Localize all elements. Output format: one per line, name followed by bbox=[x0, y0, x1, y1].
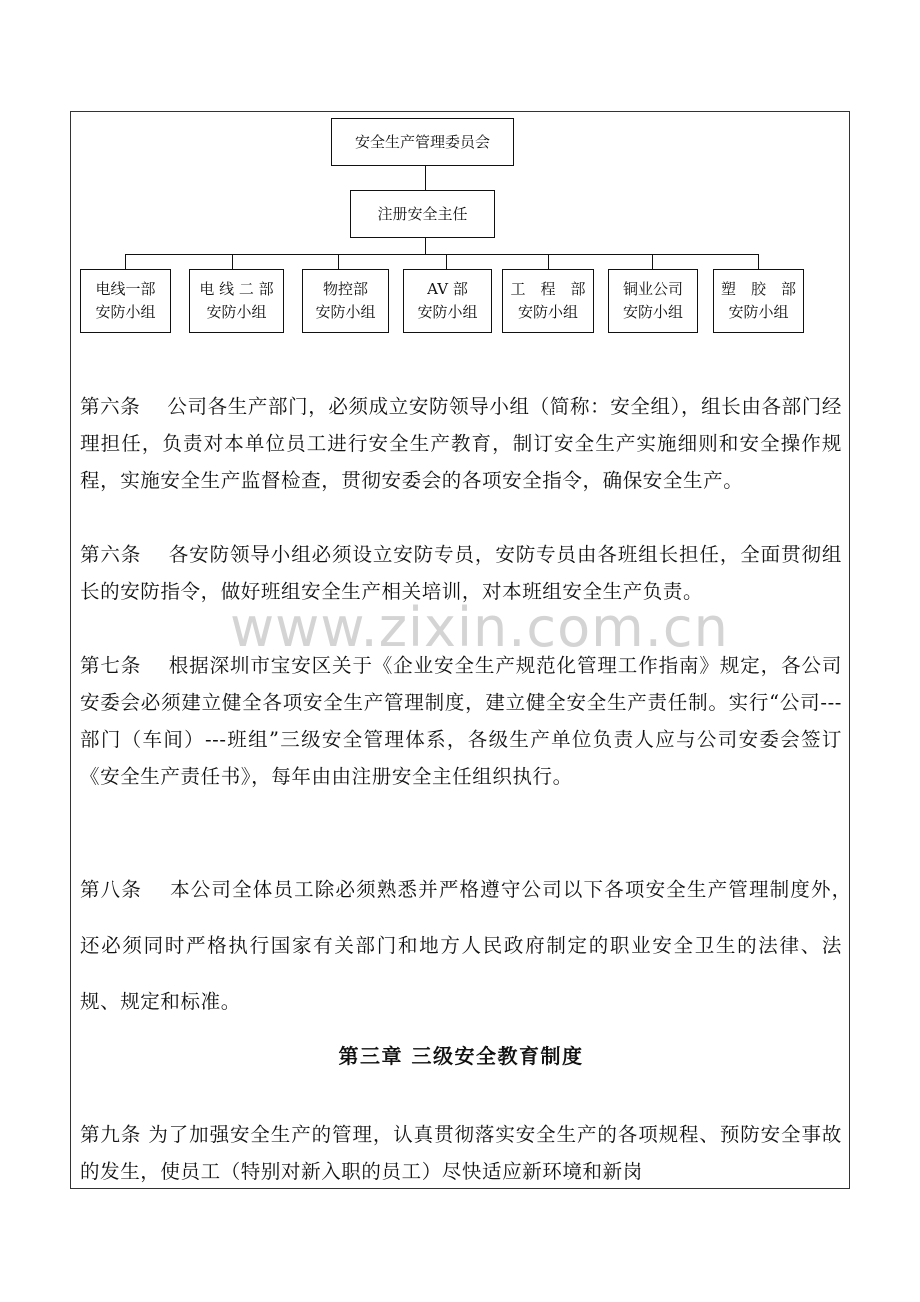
connector bbox=[125, 254, 126, 269]
article-8: 第八条 本公司全体员工除必须熟悉并严格遵守公司以下各项安全生产管理制度外， 还必须同时严格执行国家有关部门和地方人民政府制定的职业安全卫生的法律、法规、规定和标准。 bbox=[80, 878, 863, 1013]
org-unit-6: 铜业公司 安防小组 bbox=[608, 269, 698, 333]
article-7: 第七条 根据深圳市宝安区关于《企业安全生产规范化管理工作指南》规定，各公司安委会必须建立健全各项安全生产管理制度，建立健全安全生产责任制。实行“公司---部门（车间）---班组”三级安全管理体系，各级生产单位负责人应与公司安委会签订《安全生产责任书》，每年由由注册安全主任组织执行。 bbox=[80, 654, 842, 788]
org-unit-2: 电 线 二 部 安防小组 bbox=[189, 269, 284, 333]
connector bbox=[446, 254, 447, 269]
connector bbox=[758, 254, 759, 269]
org-unit-3: 物控部 安防小组 bbox=[302, 269, 389, 333]
watermark: www.zixin.com.cn bbox=[230, 596, 729, 659]
org-unit-1: 电线一部 安防小组 bbox=[80, 269, 171, 333]
article-9: 第九条 为了加强安全生产的管理，认真贯彻落实安全生产的各项规程、预防安全事故的发生，使员工（特别对新入职的员工）尽快适应新环境和新岗 bbox=[80, 1123, 842, 1183]
connector bbox=[548, 254, 549, 269]
article-6a: 第六条 公司各生产部门，必须成立安防领导小组（简称：安全组），组长由各部门经理担任，负责对本单位员工进行安全生产教育，制订安全生产实施细则和安全操作规程，实施安全生产监督检查，贯彻安委会的各项安全指令，确保安全生产。 bbox=[80, 395, 842, 492]
org-unit-7: 塑 胶 部 安防小组 bbox=[713, 269, 804, 333]
org-node-safety-officer: 注册安全主任 bbox=[350, 190, 495, 238]
article-6b: 第六条 各安防领导小组必须设立安防专员，安防专员由各班组长担任，全面贯彻组长的安防指令，做好班组安全生产相关培训，对本班组安全生产负责。 bbox=[80, 543, 842, 603]
connector-horizontal bbox=[125, 254, 759, 255]
org-unit-4: AV 部 安防小组 bbox=[403, 269, 492, 333]
connector bbox=[425, 238, 426, 255]
chapter-heading: 第三章 三级安全教育制度 bbox=[338, 1044, 584, 1068]
connector bbox=[232, 254, 233, 269]
org-unit-5: 工 程 部 安防小组 bbox=[502, 269, 594, 333]
org-node-committee: 安全生产管理委员会 bbox=[331, 118, 514, 166]
connector bbox=[338, 254, 339, 269]
connector bbox=[652, 254, 653, 269]
connector bbox=[425, 166, 426, 190]
